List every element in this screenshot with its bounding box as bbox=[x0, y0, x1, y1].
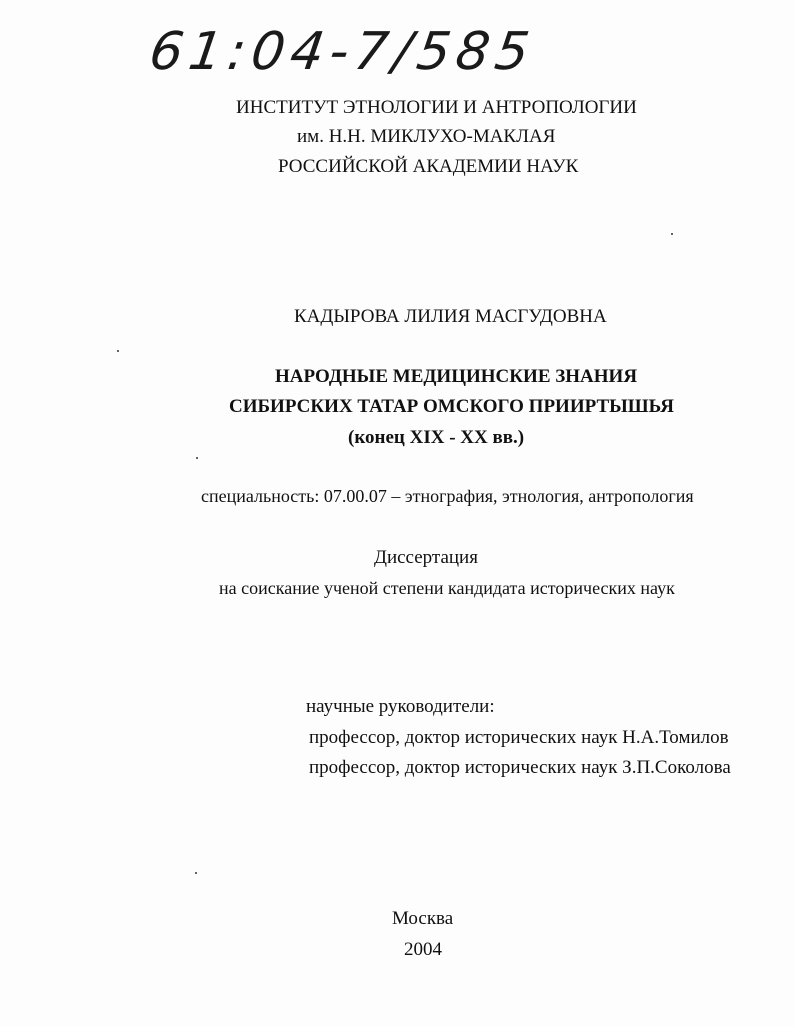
supervisor-2: профессор, доктор исторических наук З.П.Соколова bbox=[309, 757, 731, 778]
institute-line-3: РОССИЙСКОЙ АКАДЕМИИ НАУК bbox=[278, 156, 579, 177]
scan-speck bbox=[195, 872, 197, 874]
dissertation-purpose: на соискание ученой степени кандидата исторических наук bbox=[219, 578, 675, 598]
handwritten-archive-code: 61:04-7/585 bbox=[145, 22, 539, 82]
supervisor-1: профессор, доктор исторических наук Н.А.Томилов bbox=[309, 727, 729, 748]
title-line-3: (конец XIX - XX вв.) bbox=[348, 427, 525, 448]
scan-speck bbox=[671, 233, 673, 235]
dissertation-label: Диссертация bbox=[374, 547, 478, 568]
year: 2004 bbox=[404, 939, 442, 960]
supervisors-label: научные руководители: bbox=[306, 696, 495, 717]
institute-line-2: им. Н.Н. МИКЛУХО-МАКЛАЯ bbox=[297, 126, 556, 147]
scan-speck bbox=[196, 457, 198, 459]
city: Москва bbox=[392, 908, 454, 929]
author-name: КАДЫРОВА ЛИЛИЯ МАСГУДОВНА bbox=[294, 306, 607, 327]
institute-line-1: ИНСТИТУТ ЭТНОЛОГИИ И АНТРОПОЛОГИИ bbox=[236, 97, 637, 118]
title-line-1: НАРОДНЫЕ МЕДИЦИНСКИЕ ЗНАНИЯ bbox=[275, 366, 638, 387]
title-line-2: СИБИРСКИХ ТАТАР ОМСКОГО ПРИИРТЫШЬЯ bbox=[229, 396, 674, 417]
specialty: специальность: 07.00.07 – этнография, этнология, антропология bbox=[201, 486, 694, 506]
scan-speck bbox=[117, 350, 119, 352]
